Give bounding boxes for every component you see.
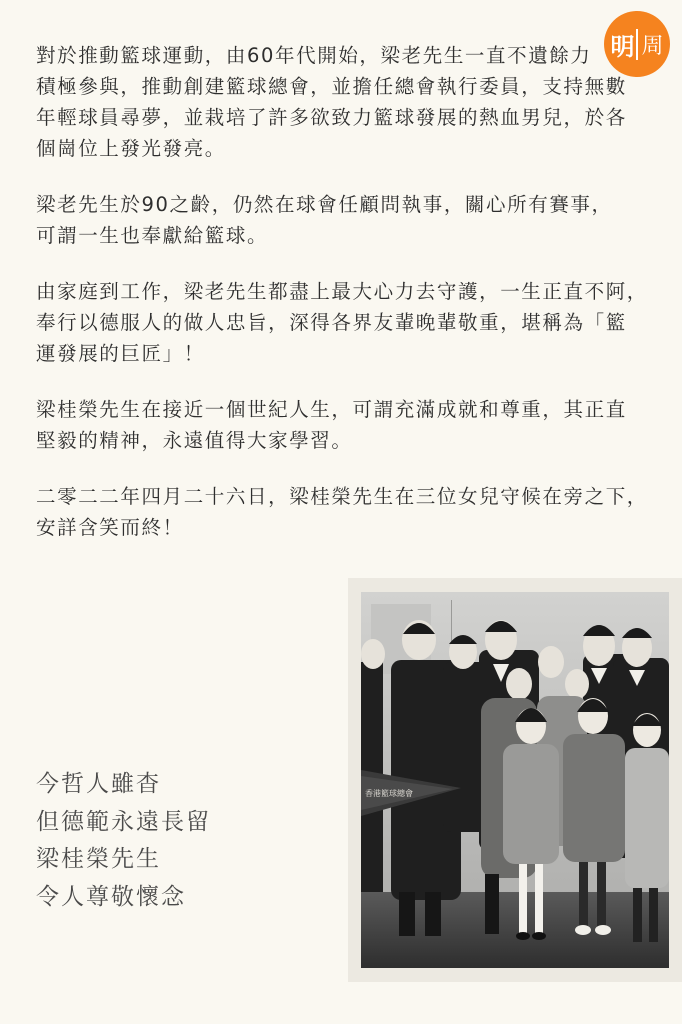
pennant-text: 香港籃球總會 — [365, 789, 413, 798]
poem-line: 令人尊敬懷念 — [36, 883, 186, 910]
paragraph-legacy: 梁桂榮先生在接近一個世紀人生，可謂充滿成就和尊重，其正直 堅毅的精神，永遠值得大家學習。 — [36, 398, 627, 452]
paragraph-advisor: 梁老先生於90之齡，仍然在球會任顧問執事，關心所有賽事， 可謂一生也奉獻給籃球。 — [36, 193, 613, 247]
logo-char-ming: 明 — [610, 32, 635, 61]
article-body — [36, 40, 648, 568]
poem-line: 但德範永遠長留 — [36, 808, 211, 835]
group-photo-illustration — [361, 592, 669, 968]
paragraph-passing: 二零二二年四月二十六日，梁桂榮先生在三位女兒守候在旁之下， 安詳含笑而終！ — [36, 485, 648, 539]
ming-pao-weekly-logo[interactable] — [604, 11, 670, 77]
paragraph-family-work: 由家庭到工作，梁老先生都盡上最大心力去守護，一生正直不阿， 奉行以德服人的做人忠旨，深得各界友輩晚輩敬重，堪稱為「籃 運發展的巨匠」！ — [36, 280, 648, 365]
photo-frame — [348, 578, 682, 982]
logo-char-zhou: 周 — [636, 29, 663, 60]
historic-group-photo — [361, 592, 669, 968]
memorial-poem — [36, 766, 326, 916]
poem-line: 梁桂榮先生 — [36, 846, 161, 872]
poem-line: 今哲人雖杳 — [36, 771, 161, 797]
paragraph-basketball-promotion: 對於推動籃球運動，由60年代開始，梁老先生一直不遺餘力 積極參與，推動創建籃球總會，並擔任總會執行委員，支持無數 年輕球員尋夢，並栽培了許多欲致力籃球發展的熱血男兒，於各 個崗位上發光發亮。 — [36, 44, 627, 160]
